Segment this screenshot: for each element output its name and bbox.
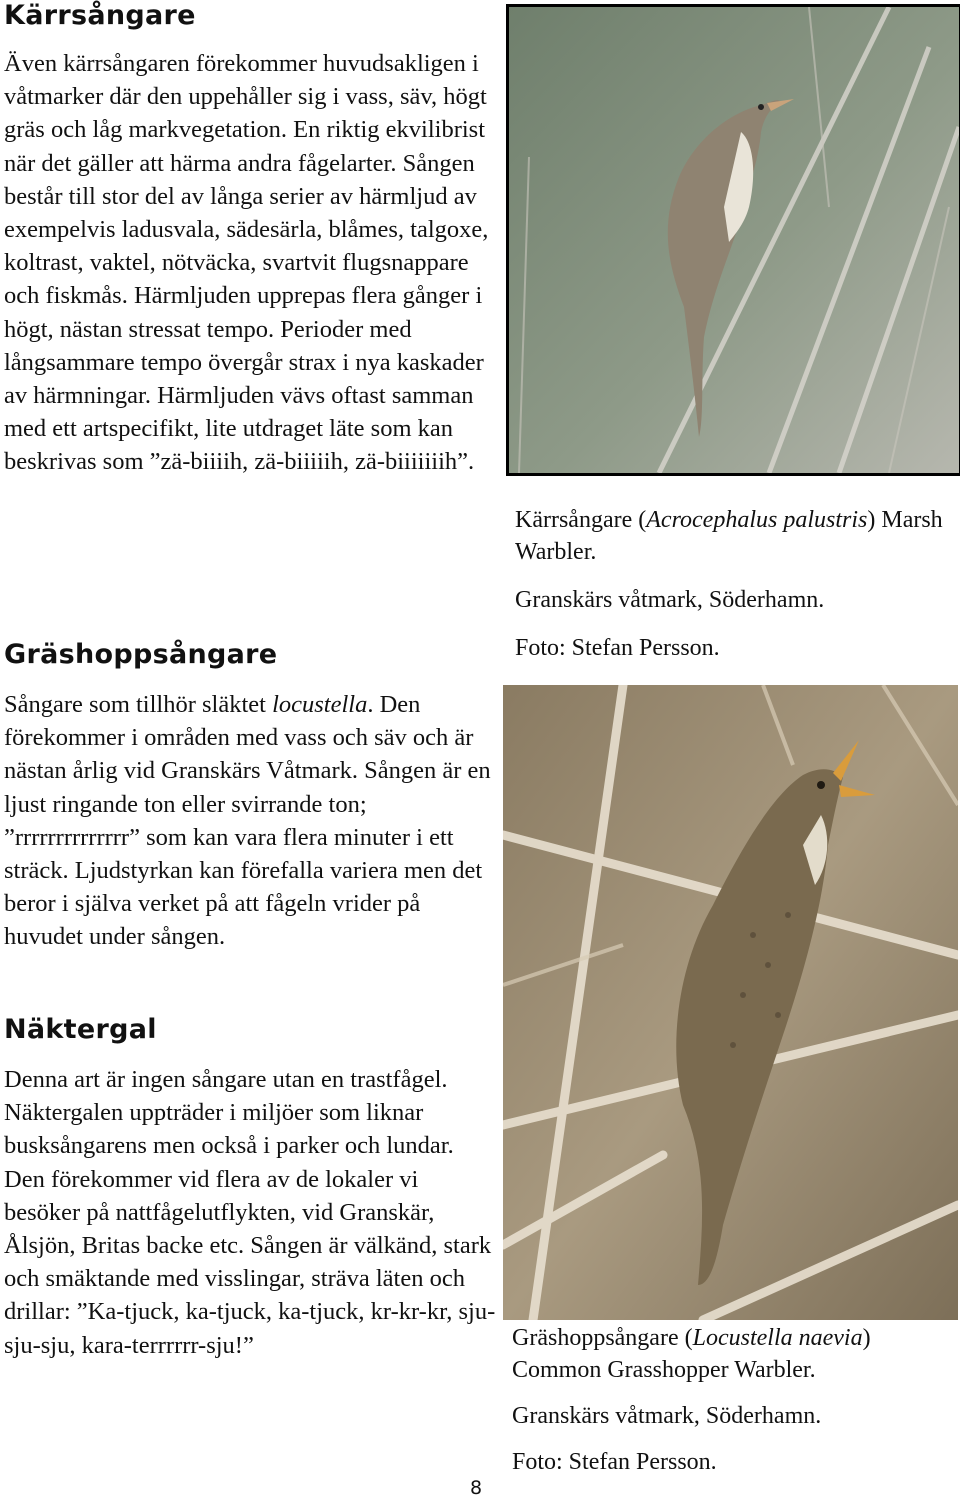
caption-species — [512, 1322, 958, 1386]
marsh-warbler-image — [509, 7, 959, 473]
caption-text: ) Marsh Warbler. — [515, 507, 943, 565]
section-text-nektergal: Denna art är ingen sångare utan en trastfågel. Näktergalen uppträder i miljöer som liknar busksångarens men också i parker och lundar. Den förekommer vid flera av de lokaler vi besöker på nattfågelutflykten, vid Granskär, Ålsjön, Britas backe etc. Sången är välkänd, stark och smäktande med visslingar, sträva läten och drillar: ”Ka-tjuck, ka-tjuck, ka-tjuck, kr-kr-kr, sju-sju-sju, kara-terrrrrr-sju!” — [4, 1066, 496, 1359]
caption-grasshopper-warbler — [512, 1322, 958, 1478]
caption-credit: Foto: Stefan Persson. — [512, 1449, 717, 1475]
photo-grasshopper-warbler — [503, 685, 958, 1320]
caption-text: Kärrsångare ( — [515, 507, 647, 533]
caption-location: Granskärs våtmark, Söderhamn. — [515, 587, 825, 613]
caption-text: ) Common Grasshopper Warbler. — [512, 1325, 871, 1383]
grasshopper-warbler-image — [503, 685, 958, 1320]
caption-marsh-warbler — [515, 504, 955, 664]
section-text-karrsangare: Även kärrsångaren förekommer huvudsakligen i våtmarker där den uppehåller sig i vass, säv, högt gräs och låg markvegetation. En riktig ekvilibrist när det gäller att härma andra fågelarter. Sången består till stor del av långa serier av härmljud av exempelvis ladusvala, sädesärla, blåmes, talgoxe, koltrast, vaktel, nötväcka, svartvit flugsnappare och fiskmås. Härmljuden upprepas flera gånger i högt, nästan stressat tempo. Perioder med långsammare tempo övergår strax i nya kaskader av härmningar. Härmljuden vävs oftast samman med ett artspecifikt, lite utdraget läte som kan beskrivas som ”zä-biiiih, zä-biiiiih, zä-biiiiiiih”. — [4, 50, 489, 476]
caption-text: Gräshoppsångare ( — [512, 1325, 693, 1351]
section-text-grashoppsangare — [4, 688, 496, 954]
section-title-grashoppsangare: Gräshoppsångare — [4, 639, 278, 670]
caption-location: Granskärs våtmark, Söderhamn. — [512, 1403, 822, 1429]
text-part: Sångare som tillhör släktet — [4, 691, 273, 718]
scientific-name: Locustella naevia — [692, 1325, 863, 1351]
caption-species — [515, 504, 955, 568]
section-title-nektergal: Näktergal — [4, 1014, 157, 1045]
section-title-karrsangare: Kärrsångare — [4, 0, 196, 31]
scientific-name: Acrocephalus palustris — [646, 507, 868, 533]
page-number: 8 — [470, 1477, 483, 1499]
photo-marsh-warbler — [506, 4, 960, 476]
text-part: . Den förekommer i områden med vass och säv och är nästan årlig vid Granskärs Våtmark. Sången är en ljust ringande ton eller svirrande ton; ”rrrrrrrrrrrrrr” som kan vara flera minuter i ett sträck. Ljudstyrkan kan förefalla variera men det beror i själva verket på att fågeln vrider på huvudet under sången. — [4, 691, 491, 951]
genus-name: locustella — [272, 691, 368, 718]
caption-credit: Foto: Stefan Persson. — [515, 635, 720, 661]
